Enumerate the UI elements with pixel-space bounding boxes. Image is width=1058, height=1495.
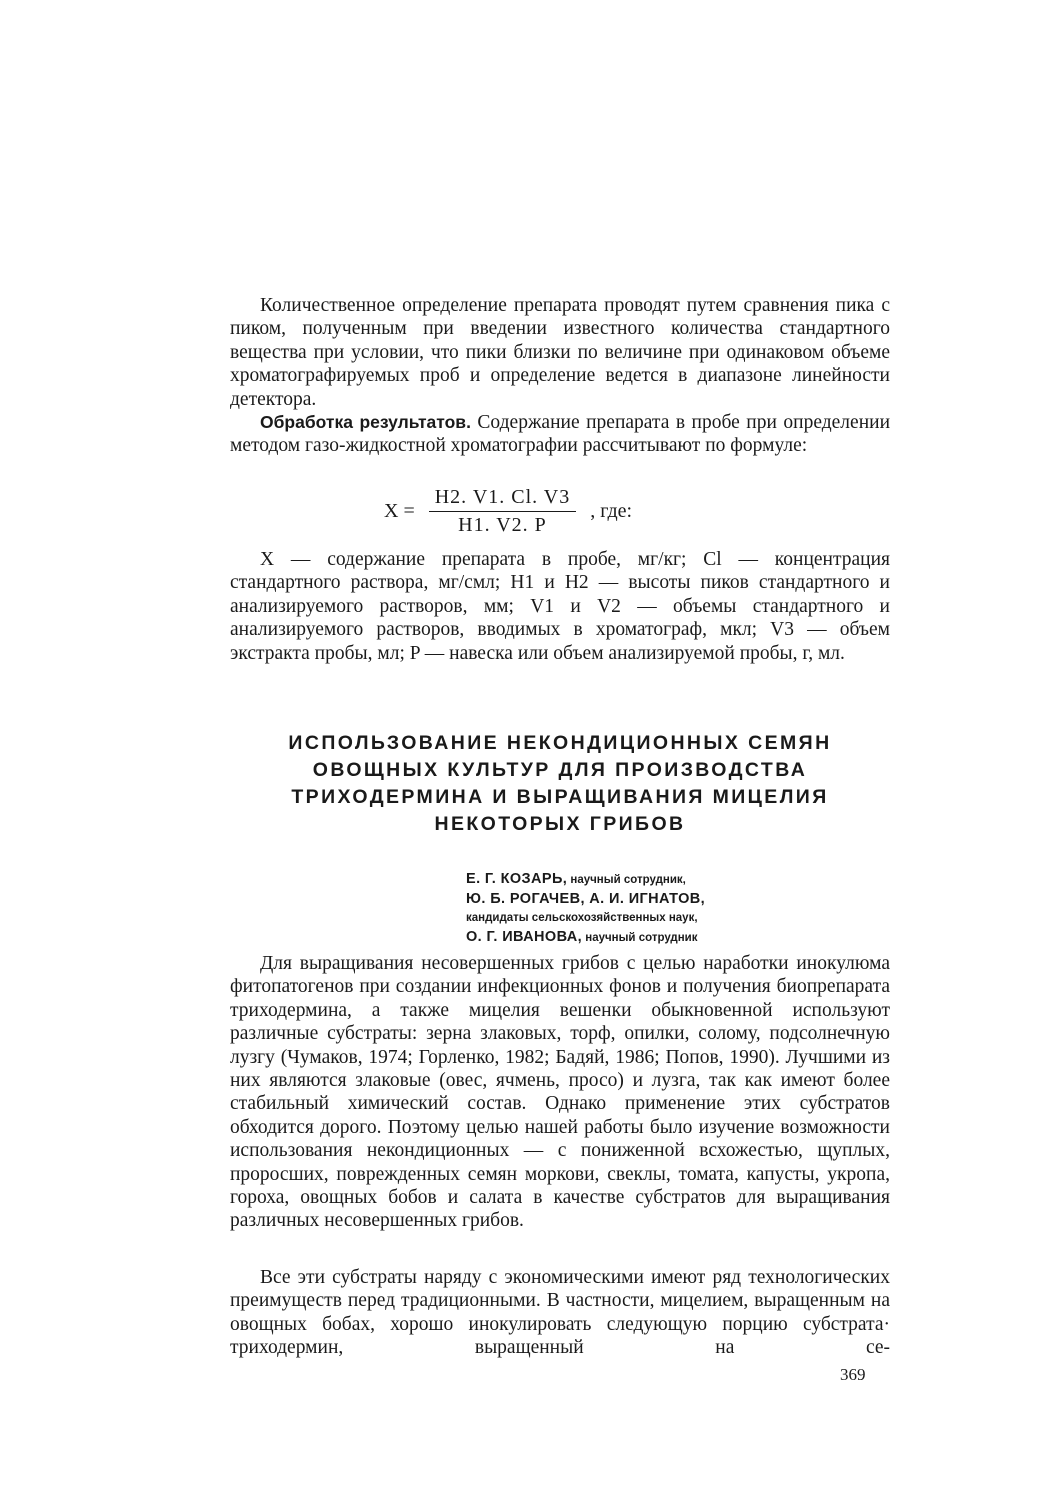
formula-lhs: X =: [384, 500, 415, 522]
author-role: кандидаты сельскохозяйственных наук,: [466, 912, 698, 924]
paragraph-text: Содержание препарата в пробе при определении методом газо-жидкостной хроматографии рассчитывают по формуле:: [230, 412, 891, 457]
paragraph-text: Все эти субстраты наряду с экономическими имеют ряд технологических преимуществ перед традиционными. В частности, мицелием, выращенным на овощных бобах, хорошо инокулировать следующую порцию субстрата· триходермин, выращенный на се-: [230, 1267, 890, 1359]
page-number: 369: [840, 1365, 866, 1384]
paragraph-text: Количественное определение препарата проводят путем сравнения пика с пиком, полученным при введении известного количества стандартного вещества при условии, что пики близки по величине при одинаковом объеме хроматографируемых проб и определение ведется в диапазоне линейности детектора.: [230, 295, 890, 410]
formula: [384, 486, 632, 537]
formula-denominator: H1. V2. P: [458, 514, 547, 536]
author-line: [466, 928, 866, 948]
author-line: [466, 890, 866, 909]
author-role: научный сотрудник,: [567, 874, 686, 886]
formula-suffix: , где:: [590, 500, 633, 522]
paragraph-variables: [230, 548, 890, 665]
author-name: Е. Г. КОЗАРЬ,: [466, 871, 568, 887]
article-title: [230, 730, 890, 838]
author-line: [466, 908, 866, 928]
paragraph-introduction: [230, 952, 890, 1233]
title-line: НЕКОТОРЫХ ГРИБОВ: [434, 813, 686, 835]
paragraph-lead: Обработка результатов.: [260, 412, 471, 432]
authors-block: [466, 870, 866, 947]
title-line: ОВОЩНЫХ КУЛЬТУР ДЛЯ ПРОИЗВОДСТВА: [312, 759, 808, 781]
formula-numerator: H2. V1. Cl. V3: [429, 486, 577, 512]
author-line: [466, 870, 866, 890]
formula-fraction: [429, 486, 577, 537]
author-role: научный сотрудник: [582, 931, 698, 944]
author-name: О. Г. ИВАНОВА,: [466, 928, 583, 945]
paragraph-text: X — содержание препарата в пробе, мг/кг; Cl — концентрация стандартного раствора, мг/смл; H1 и H2 — высоты пиков стандартного и анализируемого растворов, мм; V1 и V2 — объемы стандартного и анализируемого растворов, вводимых в хроматограф, мкл; V3 — объем экстракта пробы, мл; P — навеска или объем анализируемой пробы, г, мл.: [230, 549, 890, 664]
author-name: Ю. Б. РОГАЧЕВ, А. И. ИГНАТОВ,: [466, 890, 706, 907]
paragraph-text: Для выращивания несовершенных грибов с целью наработки инокулюма фитопатогенов при создании инфекционных фонов и получения биопрепарата триходермина, а также мицелия вешенки обыкновенной используют различные субстраты: зерна злаковых, торф, опилки, солому, подсолнечную лузгу (Чумаков, 1974; Горленко, 1982; Бадяй, 1986; Попов, 1990). Лучшими из них являются злаковые (овес, ячмень, просо) и лузга, так как имеют более стабильный химический состав. Однако применение этих субстратов обходится дорого. Поэтому целью нашей работы было изучение возможности использования некондиционных — с пониженной всхожестью, щуплых, проросших, поврежденных семян моркови, свеклы, томата, капусты, укропа, гороха, овощных бобов и салата в качестве субстратов для выращивания различных несовершенных грибов.: [230, 953, 890, 1232]
title-line: ТРИХОДЕРМИНА И ВЫРАЩИВАНИЯ МИЦЕЛИЯ: [291, 786, 829, 808]
title-line: ИСПОЛЬЗОВАНИЕ НЕКОНДИЦИОННЫХ СЕМЯН: [288, 732, 832, 754]
paragraph-results-processing: [230, 411, 890, 458]
paragraph-quantitative: [230, 294, 890, 411]
paragraph-advantages: [230, 1266, 890, 1360]
